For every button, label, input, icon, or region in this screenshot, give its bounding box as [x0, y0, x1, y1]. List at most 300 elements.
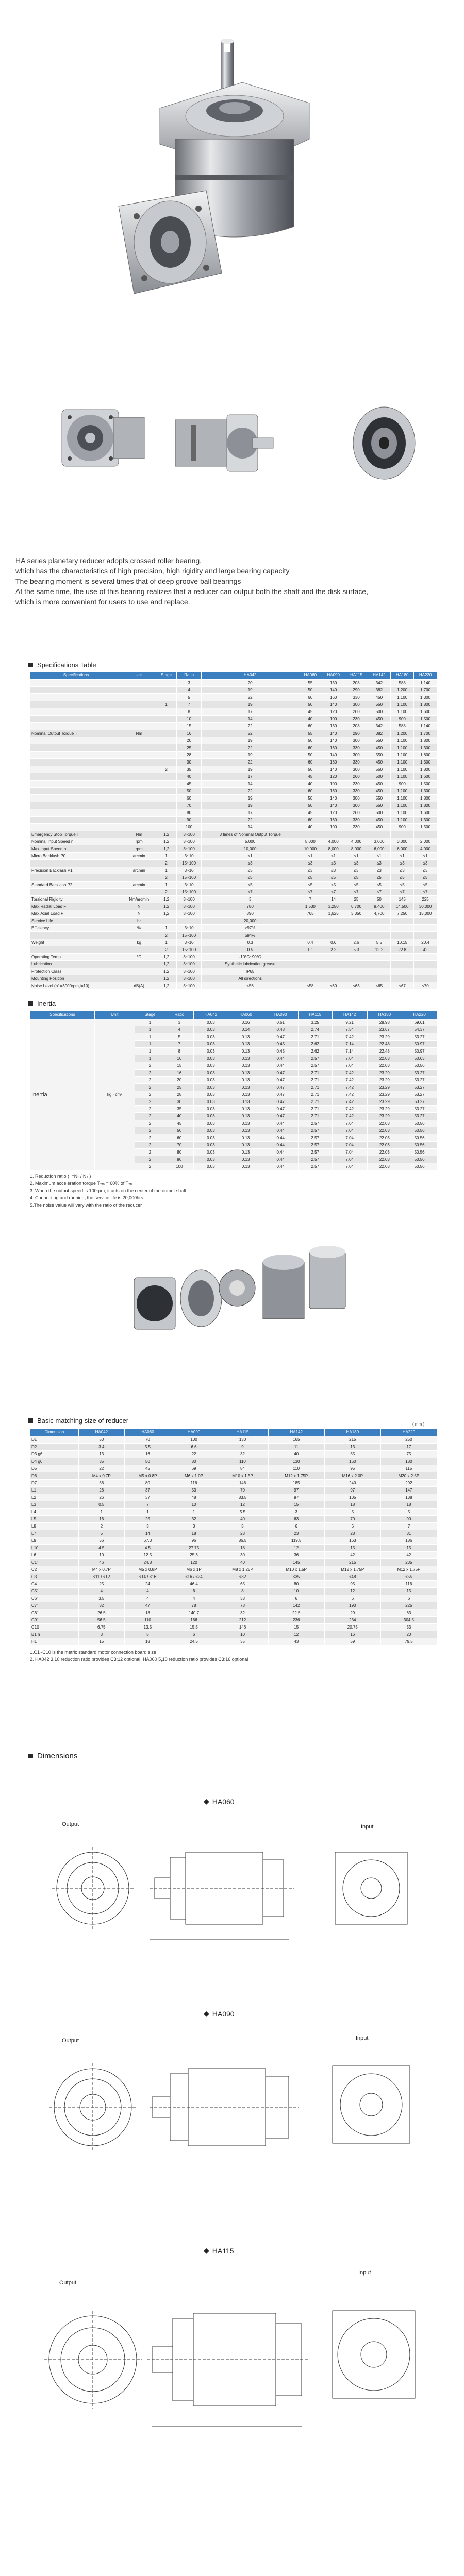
table-cell: 1 — [135, 1026, 165, 1033]
table-cell: 2 — [135, 1113, 165, 1120]
table-cell: 8,000 — [322, 845, 345, 853]
table-cell — [322, 831, 345, 838]
table-cell: 30 — [176, 759, 202, 766]
table-cell: 212 — [217, 1617, 268, 1624]
table-cell: 1,200 — [391, 730, 414, 737]
table-cell: ≥97% — [202, 925, 299, 932]
table-cell: 15 — [380, 1545, 437, 1552]
table-cell: 23 — [268, 1530, 324, 1537]
table-cell: 1 — [135, 1048, 165, 1055]
table-cell: 3.5 — [78, 1595, 125, 1602]
table-cell: 0.13 — [228, 1149, 263, 1156]
table-cell: L6 — [30, 1552, 79, 1559]
table-cell: ≤11 / ≤12 — [78, 1573, 125, 1581]
table-cell — [414, 961, 437, 968]
table-cell: 120 — [322, 708, 345, 716]
table-cell: 6 — [171, 1588, 217, 1595]
table-cell: 300 — [345, 752, 368, 759]
table-cell — [414, 918, 437, 925]
table-cell: D4 g6 — [30, 1458, 79, 1465]
table-cell — [122, 946, 156, 954]
table-cell: 63 — [268, 1516, 324, 1523]
table-cell: 7.42 — [332, 1098, 367, 1106]
table-cell: 2.2 — [322, 946, 345, 954]
table-cell: M16 x 2.0P — [324, 1472, 380, 1480]
table-cell: 1,800 — [414, 701, 437, 708]
note-line: 4. Connecting and running, the service life is 20,000hrs — [30, 1195, 143, 1200]
table-header-cell: Ratio — [176, 672, 202, 680]
table-cell: 100 — [322, 781, 345, 788]
table-cell: 0.03 — [193, 1077, 228, 1084]
table-cell — [122, 781, 156, 788]
table-cell: 40 — [217, 1516, 268, 1523]
table-cell: 1,2 — [156, 838, 176, 845]
table-cell — [122, 824, 156, 831]
table-cell: 3,250 — [322, 903, 345, 910]
table-row — [30, 975, 437, 982]
table-cell — [156, 773, 176, 781]
table-row — [30, 1573, 437, 1581]
table-row — [30, 954, 437, 961]
table-cell: ≤5 — [345, 882, 368, 889]
table-row — [30, 1465, 437, 1472]
table-row — [30, 1552, 437, 1559]
table-cell: 3~100 — [176, 845, 202, 853]
table-cell — [156, 788, 176, 795]
table-cell: 1 — [156, 867, 176, 874]
table-cell: 5 — [217, 1523, 268, 1530]
table-cell: ≤5 — [414, 874, 437, 882]
table-cell — [414, 831, 437, 838]
table-row — [30, 1451, 437, 1458]
table-cell: 1,2 — [156, 961, 176, 968]
table-cell: 5 — [324, 1509, 380, 1516]
square-bullet-icon — [28, 1001, 33, 1006]
table-cell: 10 — [171, 1501, 217, 1509]
table-cell: 0.03 — [193, 1084, 228, 1091]
table-row — [30, 925, 437, 932]
table-row — [30, 723, 437, 730]
table-cell: 0.5 — [78, 1501, 125, 1509]
table-cell: 1,2 — [156, 975, 176, 982]
table-cell: L7 — [30, 1530, 79, 1537]
table-cell: 0.03 — [193, 1062, 228, 1070]
table-cell: M4 x 0.7P — [78, 1472, 125, 1480]
table-cell: 165 — [268, 1436, 324, 1444]
table-cell: 3~100 — [176, 831, 202, 838]
table-cell: 1,100 — [391, 759, 414, 766]
table-cell: 97 — [268, 1494, 324, 1501]
table-cell — [299, 932, 322, 939]
table-cell: 7.04 — [332, 1062, 367, 1070]
table-cell: 4 — [176, 687, 202, 694]
table-cell: 5.5 — [125, 1444, 171, 1451]
table-cell: 0.13 — [228, 1113, 263, 1120]
table-header-cell: HA115 — [217, 1429, 268, 1436]
table-cell: 22 — [202, 788, 299, 795]
table-cell: 20,000 — [202, 918, 299, 925]
table-cell: 2.71 — [298, 1113, 332, 1120]
table-cell: 290 — [345, 730, 368, 737]
table-cell — [30, 716, 122, 723]
table-cell: 0.16 — [228, 1019, 263, 1026]
table-cell: 550 — [368, 795, 391, 802]
table-cell: 2 — [156, 874, 176, 882]
table-cell — [156, 687, 176, 694]
table-cell: ≤5 — [368, 874, 391, 882]
table-cell: 20.75 — [324, 1624, 380, 1631]
table-cell — [30, 781, 122, 788]
drawing-ha115 — [41, 2287, 423, 2442]
table-cell — [30, 824, 122, 831]
table-row — [30, 889, 437, 896]
table-cell: 1,300 — [414, 744, 437, 752]
table-cell — [30, 687, 122, 694]
table-row — [30, 867, 437, 874]
table-cell: ≥94% — [202, 932, 299, 939]
table-cell: 6,000 — [368, 845, 391, 853]
intro-text — [15, 555, 449, 607]
table-cell — [345, 968, 368, 975]
table-cell: 35 — [165, 1106, 193, 1113]
table-cell: 25.3 — [171, 1552, 217, 1559]
table-cell: 140 — [322, 737, 345, 744]
table-cell: 42 — [380, 1552, 437, 1559]
table-row — [30, 1581, 437, 1588]
table-cell: 2.57 — [298, 1134, 332, 1142]
table-cell: 190 — [324, 1602, 380, 1609]
table-cell: 1,625 — [322, 910, 345, 918]
table-cell: 7 — [165, 1041, 193, 1048]
table-cell: 1 — [156, 939, 176, 946]
table-cell: Standard Backlash P2 — [30, 882, 122, 889]
table-cell: 20 — [380, 1631, 437, 1638]
table-cell: 100 — [322, 716, 345, 723]
table-cell: 13 — [78, 1451, 125, 1458]
table-cell: 450 — [368, 817, 391, 824]
table-cell: 4,000 — [414, 845, 437, 853]
table-row — [30, 1019, 437, 1026]
table-cell: 15 — [268, 1501, 324, 1509]
table-cell: 0.44 — [263, 1055, 298, 1062]
table-row — [30, 939, 437, 946]
table-cell: 0.13 — [228, 1098, 263, 1106]
note-line: 5.The noise value will vary with the ratio of the reducer — [30, 1202, 142, 1208]
table-cell — [30, 773, 122, 781]
table-cell: 50 — [165, 1127, 193, 1134]
table-cell: 0.03 — [193, 1106, 228, 1113]
table-cell: 6.6 — [171, 1444, 217, 1451]
matching-heading — [28, 1417, 128, 1425]
table-row — [30, 1509, 437, 1516]
table-cell: ≤7 — [345, 889, 368, 896]
table-cell: 1 — [135, 1055, 165, 1062]
table-header-cell: Stage — [156, 672, 176, 680]
table-cell — [156, 680, 176, 687]
table-cell: 119.5 — [268, 1537, 324, 1545]
table-cell: 3.25 — [298, 1019, 332, 1026]
table-cell — [391, 831, 414, 838]
inertia-notes — [30, 1173, 186, 1209]
table-cell: 1 — [135, 1033, 165, 1041]
table-cell: 23.29 — [367, 1084, 402, 1091]
table-cell: 3 — [176, 680, 202, 687]
table-cell: 80 — [176, 809, 202, 817]
table-cell: 163 — [324, 1537, 380, 1545]
table-cell: D2 — [30, 1444, 79, 1451]
table-cell: 130 — [268, 1458, 324, 1465]
table-cell: 1,300 — [414, 817, 437, 824]
table-cell: 7.04 — [332, 1120, 367, 1127]
table-cell: M4 x 0.7P — [78, 1566, 125, 1573]
table-cell: 16 — [78, 1516, 125, 1523]
table-cell: 300 — [345, 737, 368, 744]
table-cell: 2.6 — [345, 939, 368, 946]
table-cell: 59 — [324, 1638, 380, 1646]
table-cell: 450 — [368, 824, 391, 831]
table-cell: ≤3 — [391, 860, 414, 867]
table-cell: 15 — [268, 1624, 324, 1631]
table-cell — [156, 802, 176, 809]
table-cell: 1,100 — [391, 788, 414, 795]
table-cell: 1,200 — [391, 687, 414, 694]
table-cell: 75 — [380, 1451, 437, 1458]
table-cell: 140 — [322, 701, 345, 708]
table-cell — [122, 752, 156, 759]
exploded-view-illustration — [119, 1231, 361, 1360]
table-cell: 140 — [322, 730, 345, 737]
table-cell — [122, 759, 156, 766]
table-cell: 1 — [171, 1509, 217, 1516]
table-cell — [30, 766, 122, 773]
table-cell: ≤16 / ≤24 — [171, 1573, 217, 1581]
table-cell: ≤1 — [391, 853, 414, 860]
table-cell: 2.71 — [298, 1106, 332, 1113]
table-cell: 54.37 — [402, 1026, 437, 1033]
table-cell: 0.13 — [228, 1077, 263, 1084]
table-cell: 16 — [125, 1451, 171, 1458]
table-cell: 20.4 — [414, 939, 437, 946]
table-row — [30, 932, 437, 939]
table-cell: 3~100 — [176, 903, 202, 910]
table-row — [30, 1480, 437, 1487]
table-cell: 25 — [176, 744, 202, 752]
specifications-title: Specifications Table — [37, 661, 96, 669]
table-cell: 14,500 — [391, 903, 414, 910]
table-cell — [299, 954, 322, 961]
table-cell: 8,000 — [345, 845, 368, 853]
table-cell: 1,100 — [391, 694, 414, 701]
table-cell: 0.03 — [193, 1055, 228, 1062]
table-cell: 56 — [78, 1537, 125, 1545]
table-cell: 1 — [78, 1509, 125, 1516]
table-cell — [122, 744, 156, 752]
table-header-cell: HA042 — [202, 672, 299, 680]
table-cell — [345, 975, 368, 982]
table-row — [30, 680, 437, 687]
table-cell: ≤56 — [202, 982, 299, 990]
table-cell: -10°C~90°C — [202, 954, 299, 961]
table-cell: 160 — [322, 788, 345, 795]
table-row — [30, 1537, 437, 1545]
table-cell: Max.Radial Load F — [30, 903, 122, 910]
table-cell — [368, 975, 391, 982]
table-row — [30, 1487, 437, 1494]
table-cell: ≤3 — [345, 867, 368, 874]
table-cell: 1,100 — [391, 766, 414, 773]
table-cell — [30, 809, 122, 817]
table-cell: 0.03 — [193, 1033, 228, 1041]
table-row — [30, 809, 437, 817]
table-cell: 95 — [324, 1581, 380, 1588]
table-cell: 550 — [368, 701, 391, 708]
table-header-row — [30, 1429, 437, 1436]
table-cell: 7.42 — [332, 1033, 367, 1041]
table-cell: 2.57 — [298, 1163, 332, 1171]
table-cell: 32 — [217, 1609, 268, 1617]
table-cell — [156, 694, 176, 701]
table-cell: 84 — [217, 1465, 268, 1472]
table-cell: 3~100 — [176, 838, 202, 845]
table-cell: ≤35 — [268, 1573, 324, 1581]
table-cell: 79.5 — [380, 1638, 437, 1646]
table-cell: 22.03 — [367, 1163, 402, 1171]
drawing-model-ha090: HA090 — [212, 2009, 235, 2018]
table-cell: 5 — [380, 1509, 437, 1516]
table-cell — [122, 766, 156, 773]
table-cell — [156, 795, 176, 802]
table-cell: 4.5 — [78, 1545, 125, 1552]
table-cell: M10 x 1.5P — [217, 1472, 268, 1480]
table-cell: 37 — [125, 1487, 171, 1494]
table-cell: 1,140 — [414, 723, 437, 730]
table-cell: ≤5 — [345, 874, 368, 882]
table-cell: 7.04 — [332, 1149, 367, 1156]
table-cell — [299, 961, 322, 968]
table-cell: 43 — [268, 1638, 324, 1646]
table-row — [30, 795, 437, 802]
table-cell: 70 — [125, 1436, 171, 1444]
table-cell — [122, 817, 156, 824]
table-cell: 588 — [391, 680, 414, 687]
table-cell: 330 — [345, 759, 368, 766]
table-row — [30, 1523, 437, 1530]
table-header-cell: HA220 — [380, 1429, 437, 1436]
table-cell: 0.45 — [263, 1048, 298, 1055]
table-cell — [414, 975, 437, 982]
table-cell: 50 — [299, 701, 322, 708]
table-cell: 7 — [299, 896, 322, 903]
table-cell: Lubrication — [30, 961, 122, 968]
table-cell: 29 — [324, 1609, 380, 1617]
table-cell: 0.47 — [263, 1033, 298, 1041]
table-cell: 0.44 — [263, 1134, 298, 1142]
table-row — [30, 1559, 437, 1566]
table-cell: 450 — [368, 788, 391, 795]
table-cell: arcmin — [122, 867, 156, 874]
table-cell: 7.54 — [332, 1026, 367, 1033]
table-cell: 1 — [156, 701, 176, 708]
matching-unit: ( mm ) — [412, 1422, 425, 1427]
table-cell: 19 — [202, 701, 299, 708]
table-cell: ≤58 — [299, 982, 322, 990]
table-cell: 208 — [345, 680, 368, 687]
table-cell: 765 — [299, 910, 322, 918]
table-cell: 24.8 — [125, 1559, 171, 1566]
table-cell — [30, 701, 122, 708]
table-cell — [156, 744, 176, 752]
input-label-ha060: Input — [361, 1824, 374, 1830]
table-cell: 140.7 — [171, 1609, 217, 1617]
table-cell — [299, 831, 322, 838]
table-cell: C10 — [30, 1624, 79, 1631]
table-cell: 97 — [268, 1487, 324, 1494]
table-cell — [30, 723, 122, 730]
table-cell: 6 — [268, 1523, 324, 1530]
table-cell: ≤5 — [368, 882, 391, 889]
table-cell — [414, 968, 437, 975]
table-cell: 24 — [125, 1581, 171, 1588]
table-cell: ≤1 — [414, 853, 437, 860]
table-cell — [30, 759, 122, 766]
table-cell: 1 — [135, 1041, 165, 1048]
table-cell: 0.47 — [263, 1091, 298, 1098]
table-row — [30, 687, 437, 694]
table-cell: 18 — [324, 1501, 380, 1509]
table-cell: 2 — [156, 889, 176, 896]
table-cell: 53.27 — [402, 1070, 437, 1077]
table-cell: 2 — [156, 946, 176, 954]
table-cell: 500 — [368, 708, 391, 716]
table-cell: 90 — [176, 817, 202, 824]
table-cell: L10 — [30, 1545, 79, 1552]
table-cell: L2 — [30, 1494, 79, 1501]
table-cell: 1,600 — [414, 809, 437, 817]
table-cell: 78 — [171, 1602, 217, 1609]
table-row — [30, 1595, 437, 1602]
table-cell: 1,300 — [414, 759, 437, 766]
table-row — [30, 716, 437, 723]
table-cell: 130 — [322, 680, 345, 687]
table-cell — [345, 918, 368, 925]
table-cell — [322, 925, 345, 932]
table-cell — [30, 788, 122, 795]
table-cell: 160 — [322, 759, 345, 766]
table-cell: 0.13 — [228, 1120, 263, 1127]
table-cell: 6 — [171, 1631, 217, 1638]
table-cell: 6,000 — [391, 845, 414, 853]
table-cell: 0.13 — [228, 1142, 263, 1149]
table-cell: L5 — [30, 1516, 79, 1523]
table-row — [30, 853, 437, 860]
table-cell: 22.8 — [391, 946, 414, 954]
table-cell: 7.04 — [332, 1055, 367, 1062]
table-cell: 0.13 — [228, 1134, 263, 1142]
table-cell: 28.98 — [367, 1019, 402, 1026]
table-cell: 0.45 — [263, 1041, 298, 1048]
table-cell: 0.44 — [263, 1062, 298, 1070]
table-cell: Torsional Rigidity — [30, 896, 122, 903]
table-cell: 50 — [299, 802, 322, 809]
table-row — [30, 824, 437, 831]
table-header-cell: HA090 — [263, 1011, 298, 1019]
table-cell: 3,000 — [368, 838, 391, 845]
table-cell: Synthetic lubrication grease — [202, 961, 299, 968]
table-cell: 50.56 — [402, 1156, 437, 1163]
table-cell — [30, 889, 122, 896]
table-cell: 5 — [176, 694, 202, 701]
table-cell — [156, 716, 176, 723]
